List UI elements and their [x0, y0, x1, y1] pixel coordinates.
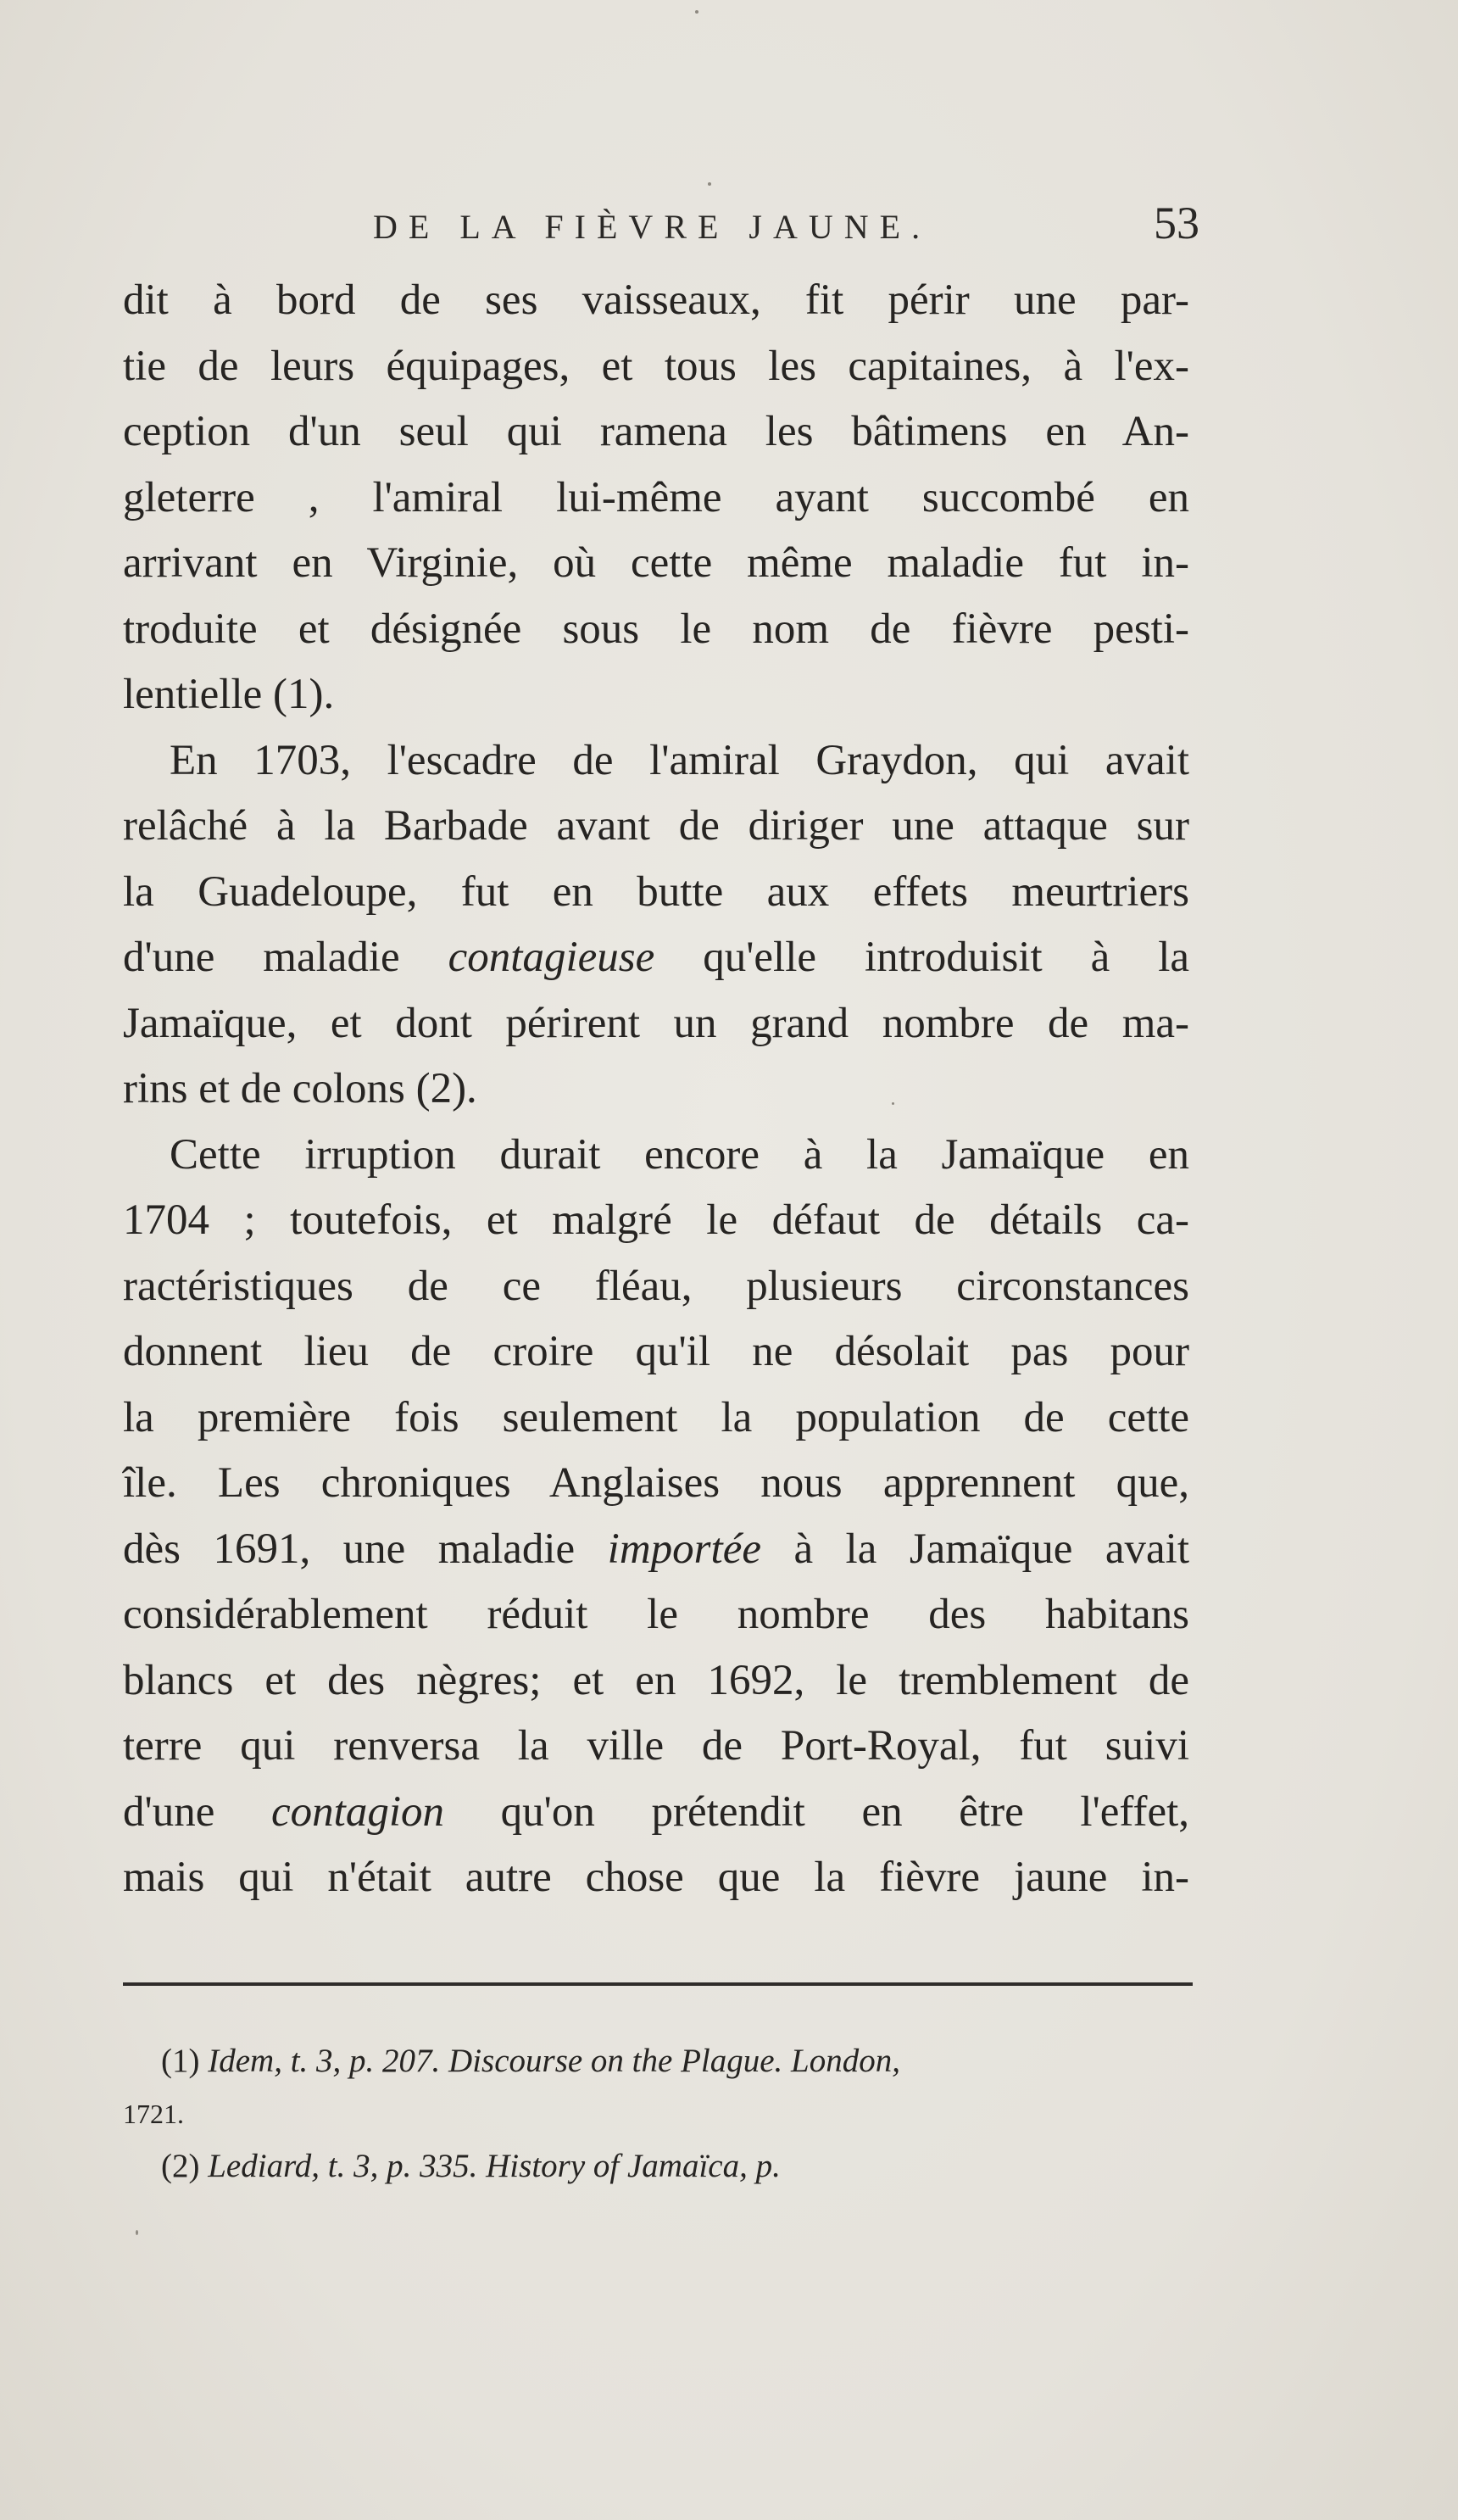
paper-speck [892, 1102, 894, 1105]
text-line: gleterre , l'amiral lui-même ayant succombé en [123, 473, 1189, 521]
text-line: île. Les chroniques Anglaises nous apprennent que, [123, 1459, 1189, 1507]
page-number: 53 [1154, 198, 1199, 248]
line-segment: qu'on prétendit en être l'effet, [444, 1787, 1189, 1836]
text-line: blancs et des nègres; et en 1692, le tremblement de [123, 1656, 1189, 1704]
text-line: considérablement réduit le nombre des habitans [123, 1591, 1189, 1638]
footnote-number: (2) [161, 2148, 200, 2184]
italic-word: contagieuse [448, 934, 655, 981]
main-text [123, 268, 1189, 1911]
paper-speck [708, 182, 711, 186]
line-segment: d'une maladie [123, 934, 448, 981]
paper-speck [136, 2230, 138, 2235]
text-line: Jamaïque, et dont périrent un grand nombre de ma- [123, 999, 1189, 1047]
text-line: rins et de colons (2). [123, 1065, 477, 1112]
text-line [123, 925, 1189, 991]
footnote-1-continuation: 1721. [123, 2099, 184, 2129]
text-line: troduite et désignée sous le nom de fièvre pesti- [123, 605, 1189, 653]
line-segment: qu'elle introduisit à la [654, 934, 1189, 981]
text-line: relâché à la Barbade avant de diriger une attaque sur [123, 802, 1189, 850]
page-header [123, 197, 1199, 256]
line-segment: dès 1691, une maladie [123, 1525, 608, 1573]
text-line [123, 1517, 1189, 1583]
footnote-text: Lediard, t. 3, p. 335. History of Jamaïca, p. [208, 2148, 781, 2184]
footnote-number: (1) [161, 2043, 200, 2079]
footnote-1 [161, 2035, 1204, 2088]
text-line: tie de leurs équipages, et tous les capitaines, à l'ex- [123, 342, 1189, 390]
footnote-text: Idem, t. 3, p. 207. Discourse on the Plague. London, [208, 2043, 900, 2079]
text-line: mais qui n'était autre chose que la fièvre jaune in- [123, 1854, 1189, 1901]
text-line: 1704 ; toutefois, et malgré le défaut de détails ca- [123, 1196, 1189, 1244]
paper-speck [695, 10, 698, 14]
italic-word: contagion [271, 1787, 444, 1836]
text-line: lentielle (1). [123, 671, 335, 718]
text-line: terre qui renversa la ville de Port-Royal, fut suivi [123, 1722, 1189, 1770]
footnotes [123, 2035, 1204, 2193]
paragraph-start-line: Cette irruption durait encore à la Jamaïque en [170, 1130, 1189, 1179]
italic-word: importée [607, 1525, 761, 1573]
text-line: la première fois seulement la population de cette [123, 1393, 1189, 1441]
text-line: la Guadeloupe, fut en butte aux effets meurtriers [123, 867, 1189, 916]
text-line: arrivant en Virginie, où cette même maladie fut in- [123, 539, 1189, 587]
running-title: DE LA FIÈVRE JAUNE. [373, 208, 932, 246]
line-segment: à la Jamaïque avait [760, 1525, 1189, 1573]
footnote-divider [123, 1982, 1193, 1986]
text-line: ception d'un seul qui ramena les bâtimens en An- [123, 408, 1189, 455]
text-line [123, 1780, 1189, 1846]
text-line: ractéristiques de ce fléau, plusieurs circonstances [123, 1262, 1189, 1310]
line-segment: d'une [123, 1787, 272, 1836]
text-line: donnent lieu de croire qu'il ne désolait pas pour [123, 1328, 1189, 1375]
paragraph-start-line: En 1703, l'escadre de l'amiral Graydon, qui avait [170, 736, 1189, 784]
footnote-2 [161, 2140, 1204, 2193]
text-line: dit à bord de ses vaisseaux, fit périr une par- [123, 276, 1189, 324]
